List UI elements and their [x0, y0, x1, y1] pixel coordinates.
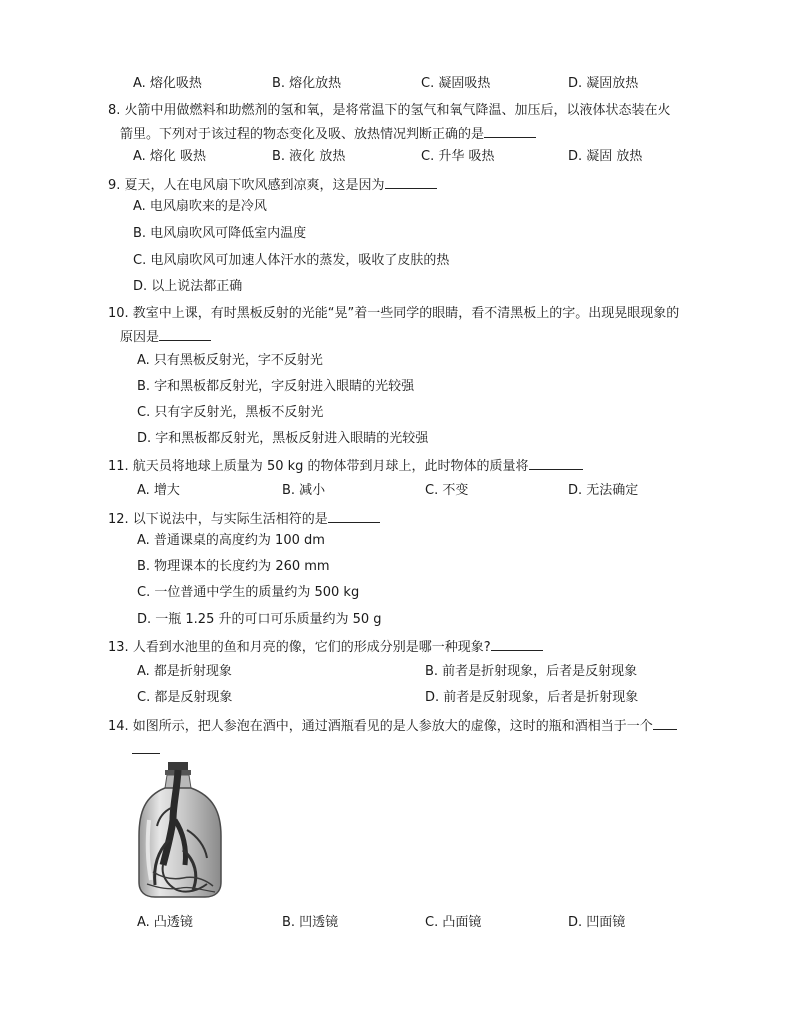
q13-option-b: B. 前者是折射现象，后者是反射现象 [425, 664, 638, 679]
answer-blank [385, 176, 437, 189]
q11-stem-text: 11. 航天员将地球上质量为 50 kg 的物体带到月球上，此时物体的质量将 [108, 459, 529, 474]
q13-option-a: A. 都是折射现象 [137, 664, 232, 679]
q10-stem-line2 [120, 328, 211, 347]
q8-option-c: C. 升华 吸热 [421, 149, 495, 164]
q14-stem-text: 14. 如图所示，把人参泡在酒中，通过酒瓶看见的是人参放大的虚像，这时的瓶和酒相当于一个 [108, 719, 653, 734]
q7-option-a: A. 熔化吸热 [133, 76, 202, 91]
answer-blank [491, 638, 543, 651]
q12-option-a: A. 普通课桌的高度约为 100 dm [137, 533, 325, 548]
q14-option-a: A. 凸透镜 [137, 915, 193, 930]
q9-option-d: D. 以上说法都正确 [133, 279, 243, 294]
q10-option-c: C. 只有字反射光，黑板不反射光 [137, 405, 324, 420]
q9-option-a: A. 电风扇吹来的是冷风 [133, 199, 267, 214]
answer-blank [484, 125, 536, 138]
ginseng-bottle-image [133, 760, 228, 900]
q14-stem-line2 [132, 741, 160, 760]
q12-option-d: D. 一瓶 1.25 升的可口可乐质量约为 50 g [137, 612, 382, 627]
q11-option-b: B. 减小 [282, 483, 326, 498]
q12-option-c: C. 一位普通中学生的质量约为 500 kg [137, 585, 360, 600]
answer-blank [159, 328, 211, 341]
q13-stem [108, 638, 543, 657]
q10-option-b: B. 字和黑板都反射光，字反射进入眼睛的光较强 [137, 379, 415, 394]
q13-stem-text: 13. 人看到水池里的鱼和月亮的像，它们的形成分别是哪一种现象? [108, 640, 491, 655]
q13-option-d: D. 前者是反射现象，后者是折射现象 [425, 690, 639, 705]
q8-option-b: B. 液化 放热 [272, 149, 346, 164]
answer-blank-continued [132, 741, 160, 754]
q11-option-c: C. 不变 [425, 483, 469, 498]
q9-stem [108, 176, 437, 195]
q11-option-d: D. 无法确定 [568, 483, 639, 498]
q8-stem-text: 箭里。下列对于该过程的物态变化及吸、放热情况判断正确的是 [120, 127, 485, 142]
q14-option-b: B. 凹透镜 [282, 915, 339, 930]
q8-option-d: D. 凝固 放热 [568, 149, 643, 164]
q8-stem-line2 [120, 125, 536, 144]
answer-blank [653, 717, 677, 730]
q7-option-d: D. 凝固放热 [568, 76, 639, 91]
q8-option-a: A. 熔化 吸热 [133, 149, 207, 164]
q7-option-c: C. 凝固吸热 [421, 76, 491, 91]
q13-option-c: C. 都是反射现象 [137, 690, 233, 705]
q7-option-b: B. 熔化放热 [272, 76, 342, 91]
q10-stem-line1: 10. 教室中上课，有时黑板反射的光能“晃”着一些同学的眼睛，看不清黑板上的字。出现晃眼现象的 [108, 306, 680, 321]
q12-option-b: B. 物理课本的长度约为 260 mm [137, 559, 330, 574]
q12-stem [108, 510, 380, 529]
q10-stem-text: 原因是 [120, 330, 160, 345]
q11-stem [108, 457, 583, 476]
q12-stem-text: 12. 以下说法中，与实际生活相符的是 [108, 512, 328, 527]
q11-option-a: A. 增大 [137, 483, 180, 498]
q14-stem-line1 [108, 717, 677, 736]
q10-option-a: A. 只有黑板反射光，字不反射光 [137, 353, 323, 368]
q9-option-c: C. 电风扇吹风可加速人体汗水的蒸发，吸收了皮肤的热 [133, 253, 450, 268]
answer-blank [328, 510, 380, 523]
answer-blank [529, 457, 583, 470]
q9-stem-text: 9. 夏天，人在电风扇下吹风感到凉爽，这是因为 [108, 178, 385, 193]
q14-option-d: D. 凹面镜 [568, 915, 626, 930]
q9-option-b: B. 电风扇吹风可降低室内温度 [133, 226, 307, 241]
q14-option-c: C. 凸面镜 [425, 915, 482, 930]
q8-stem-line1: 8. 火箭中用做燃料和助燃剂的氢和氧，是将常温下的氢气和氧气降温、加压后，以液体状态装在火 [108, 103, 671, 118]
q10-option-d: D. 字和黑板都反射光，黑板反射进入眼睛的光较强 [137, 431, 429, 446]
